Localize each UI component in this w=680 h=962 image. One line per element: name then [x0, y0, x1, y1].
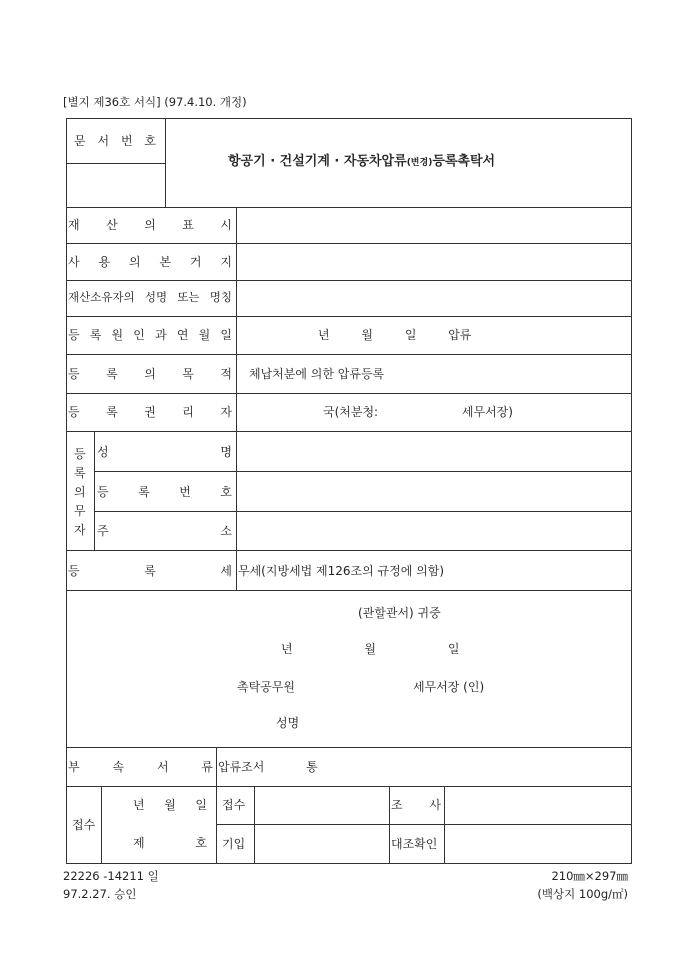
debtor-address-label: 주 소	[97, 524, 232, 538]
tax-label: 등 록 세	[68, 564, 232, 578]
cause-date-value: 년 월 일 압류	[318, 328, 472, 342]
receipt-label: 접수	[72, 818, 96, 832]
purpose-label: 등 록 의 목 적	[68, 367, 232, 381]
owner-label: 재산소유자의 성명 또는 명칭	[68, 290, 232, 304]
receipt-number: 제 호	[133, 836, 207, 850]
debtor-name-label: 성 명	[97, 445, 232, 459]
doc-number-label: 문 서 번 호	[74, 134, 156, 148]
rightholder-value: 국(처분청: 세무서장)	[323, 405, 513, 419]
received-label: 접수	[222, 798, 246, 812]
compare-label: 대조확인	[391, 837, 438, 851]
paper-size: 210㎜×297㎜	[551, 869, 628, 883]
location-label: 사 용 의 본 거 지	[68, 255, 232, 269]
body-date: 년 월 일	[281, 642, 460, 656]
paper-type: (백상지 100g/㎡)	[537, 887, 628, 901]
purpose-value: 체납처분에 의한 압류등록	[249, 367, 385, 381]
receipt-date: 년 월 일	[133, 798, 207, 812]
debtor-label: 등 록 의 무 자	[74, 447, 86, 537]
rightholder-label: 등 록 권 리 자	[68, 405, 232, 419]
check-label: 조 사	[391, 798, 441, 812]
property-label: 재 산 의 표 시	[68, 218, 232, 232]
official-label: 촉탁공무원	[237, 680, 295, 694]
form-header: [별지 제36호 서식] (97.4.10. 개정)	[63, 95, 247, 109]
attach-value: 압류조서 통	[218, 760, 318, 774]
name-label: 성명	[276, 716, 300, 730]
form-code: 22226 -14211 일	[63, 869, 159, 883]
office-recipient: (관할관서) 귀중	[358, 606, 441, 620]
entered-label: 기입	[222, 837, 246, 851]
chief-seal: 세무서장 (인)	[413, 680, 485, 694]
cause-date-label: 등 록 원 인 과 연 월 일	[68, 328, 232, 342]
debtor-regno-label: 등 록 번 호	[97, 485, 232, 499]
tax-value: 무세(지방세법 제126조의 규정에 의함)	[238, 564, 445, 578]
attach-label: 부 속 서 류	[68, 760, 213, 774]
form-title: 항공기 · 건설기계 · 자동차압류(변경)등록촉탁서	[228, 154, 496, 169]
approval-date: 97.2.27. 승인	[63, 887, 137, 901]
